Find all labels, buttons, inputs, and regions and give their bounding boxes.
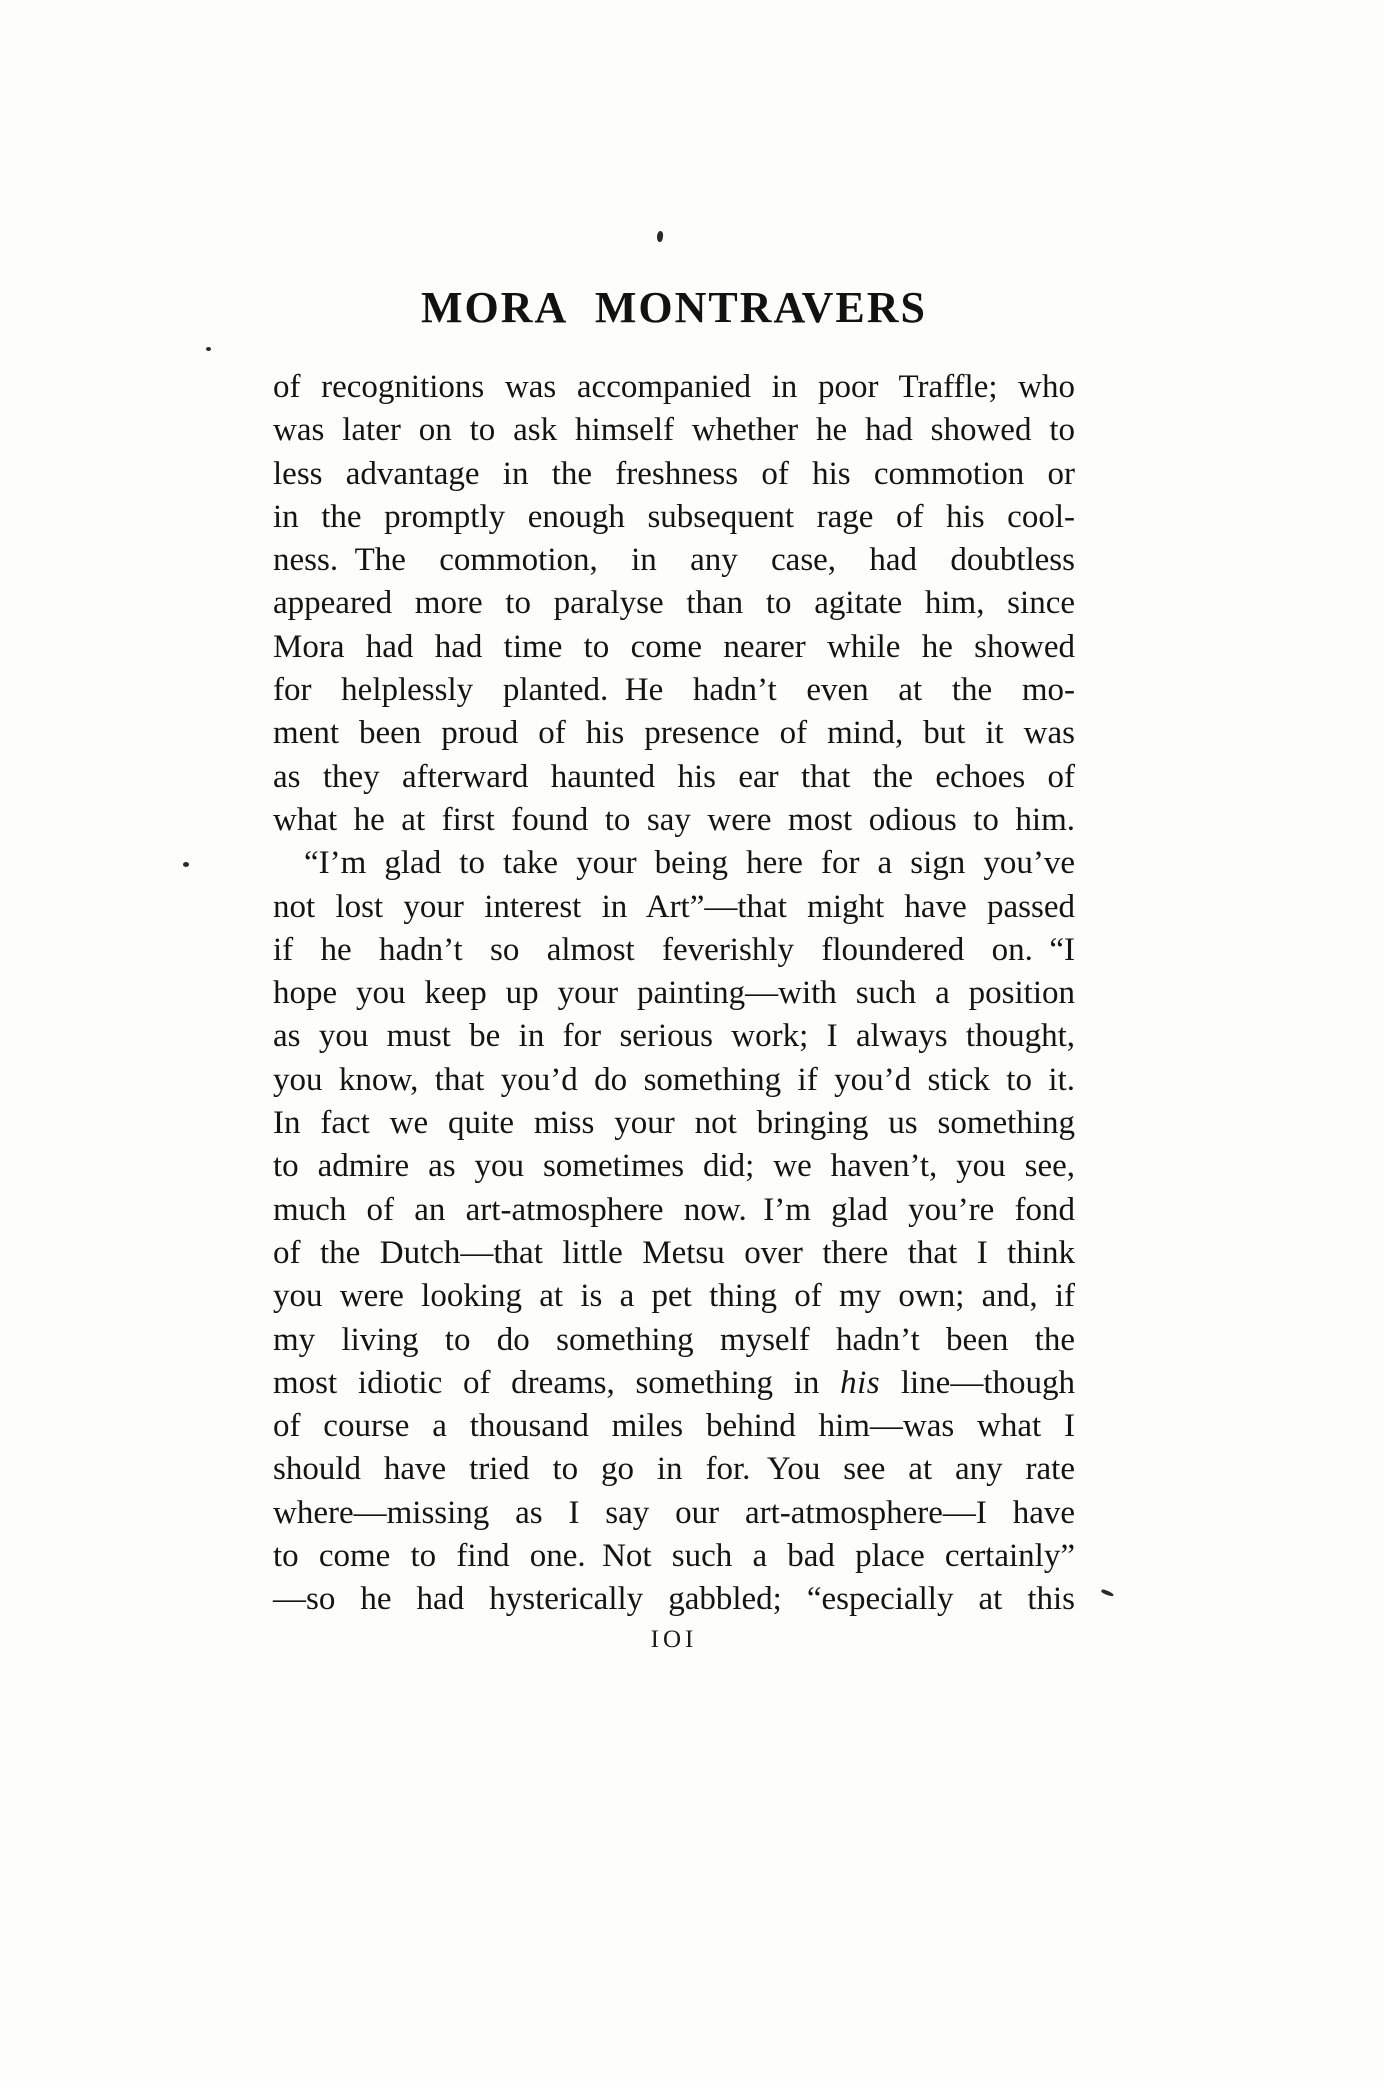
ink-speck-left-mid: [183, 862, 189, 867]
text-line: less advantage in the freshness of his commotion or: [273, 455, 1075, 492]
text-line: for helplessly planted. He hadn’t even at the mo-: [273, 672, 1075, 709]
text-line: to admire as you sometimes did; we haven’t, you see,: [273, 1148, 1075, 1185]
ink-speck-left-upper: [206, 347, 211, 351]
text-line: In fact we quite miss your not bringing us something: [273, 1105, 1075, 1142]
text-line: if he hadn’t so almost feverishly floundered on. “I: [273, 931, 1075, 968]
text-line: ness. The commotion, in any case, had doubtless: [273, 542, 1075, 579]
text-line: to come to find one. Not such a bad place certainly”: [273, 1538, 1075, 1575]
text-line: ment been proud of his presence of mind, but it was: [273, 715, 1075, 752]
text-line: much of an art-atmosphere now. I’m glad you’re fond: [273, 1191, 1075, 1228]
ink-speck-right-bottom: [1101, 1589, 1115, 1598]
text-line: hope you keep up your painting—with such a position: [273, 975, 1075, 1012]
text-line: of the Dutch—that little Metsu over there that I think: [273, 1234, 1075, 1271]
text-line: in the promptly enough subsequent rage of his cool-: [273, 498, 1075, 535]
text-line: of course a thousand miles behind him—was what I: [273, 1408, 1075, 1445]
text-line: my living to do something myself hadn’t been the: [273, 1321, 1075, 1358]
text-line: “I’m glad to take your being here for a sign you’ve: [304, 845, 1075, 882]
text-line: most idiotic of dreams, something in his line—though: [273, 1364, 1075, 1401]
page-number: IOI: [650, 1626, 698, 1653]
text-line: Mora had had time to come nearer while he showed: [273, 628, 1075, 665]
text-line: —so he had hysterically gabbled; “especially at this: [273, 1581, 1075, 1618]
text-line: not lost your interest in Art”—that might have passed: [273, 888, 1075, 925]
text-line: what he at first found to say were most odious to him.: [273, 801, 1075, 838]
text-line: appeared more to paralyse than to agitate him, since: [273, 585, 1075, 622]
text-line: was later on to ask himself whether he had showed to: [273, 412, 1075, 449]
text-line: should have tried to go in for. You see at any rate: [273, 1451, 1075, 1488]
body-text: [273, 366, 1075, 1622]
page-title: MORA MONTRAVERS: [420, 283, 927, 332]
text-line: as they afterward haunted his ear that the echoes of: [273, 758, 1075, 795]
text-line: of recognitions was accompanied in poor Traffle; who: [273, 369, 1075, 405]
text-line: where—missing as I say our art-atmosphere—I have: [273, 1494, 1075, 1531]
text-line: as you must be in for serious work; I always thought,: [273, 1018, 1075, 1055]
text-line: you were looking at is a pet thing of my own; and, if: [273, 1278, 1075, 1315]
text-line: you know, that you’d do something if you’d stick to it.: [273, 1061, 1075, 1098]
ink-speck-top: [656, 231, 663, 243]
